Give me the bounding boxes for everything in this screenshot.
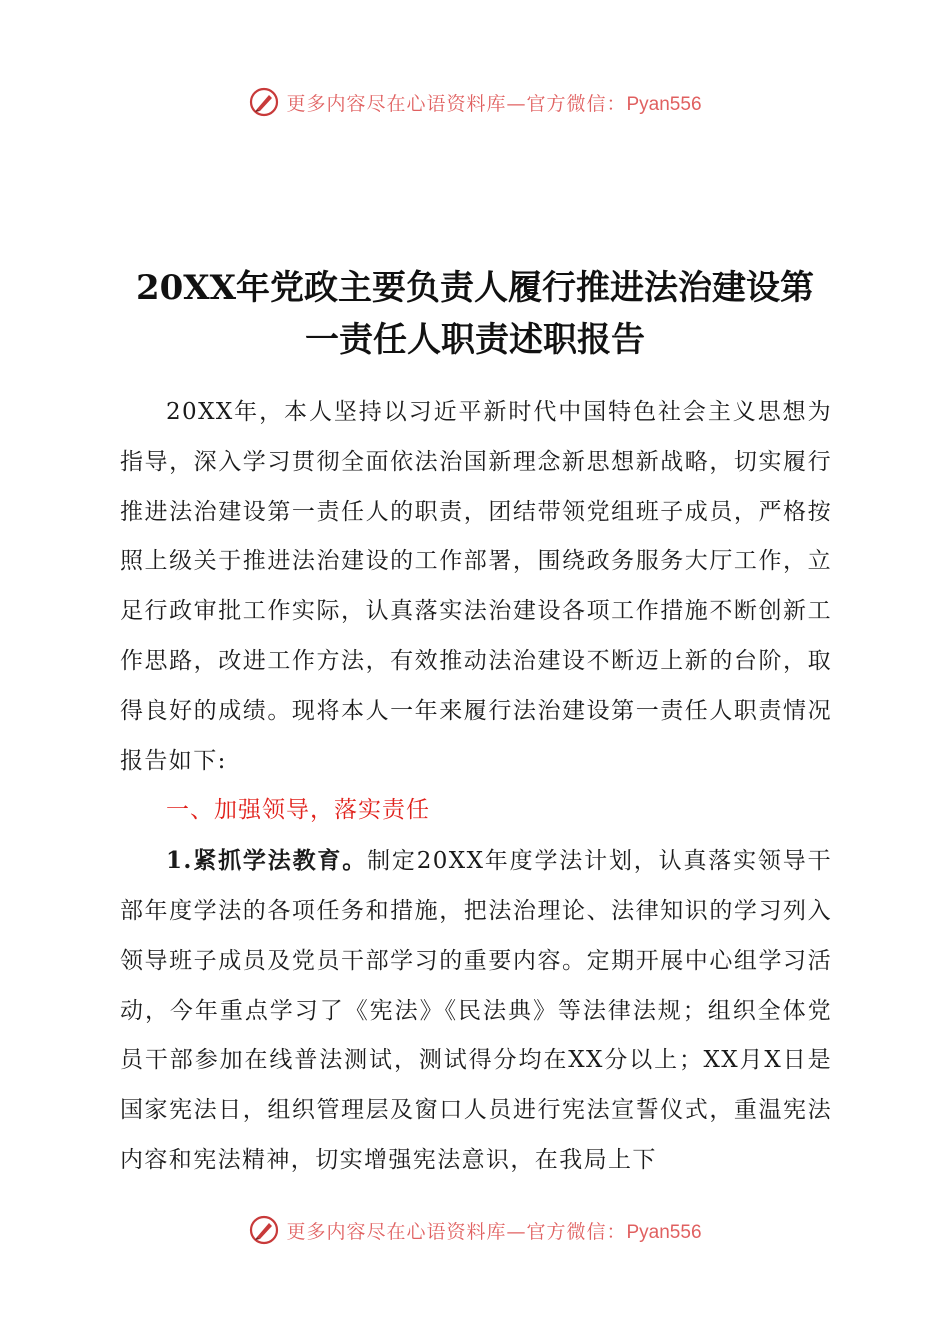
footer-banner — [0, 1210, 950, 1250]
title-line-1: 20XX年党政主要负责人履行推进法治建设第 — [135, 268, 815, 308]
item-paragraph-1 — [120, 836, 832, 1186]
pen-circle-logo-icon — [248, 1214, 280, 1246]
item-lead-1: 1.紧抓学法教育。 — [166, 847, 368, 875]
pen-circle-logo-icon — [248, 86, 280, 118]
item-body-1: 制定20XX年度学法计划，认真落实领导干部年度学法的各项任务和措施，把法治理论、法律知识的学习列入领导班子成员及党员干部学习的重要内容。定期开展中心组学习活动，今年重点学习了《宪法》《民法典》等法律法规；组织全体党员干部参加在线普法测试，测试得分均在XX分以上；XX月X日是国家宪法日，组织管理层及窗口人员进行宪法宣誓仪式，重温宪法内容和宪法精神，切实增强宪法意识，在我局上下 — [120, 848, 832, 1173]
intro-paragraph: 20XX年，本人坚持以习近平新时代中国特色社会主义思想为指导，深入学习贯彻全面依法治国新理念新思想新战略，切实履行推进法治建设第一责任人的职责，团结带领党组班子成员，严格按照上级关于推进法治建设的工作部署，围绕政务服务大厅工作，立足行政审批工作实际，认真落实法治建设各项工作措施不断创新工作思路，改进工作方法，有效推动法治建设不断迈上新的台阶，取得良好的成绩。现将本人一年来履行法治建设第一责任人职责情况报告如下: — [120, 399, 832, 774]
document-title — [100, 262, 850, 366]
banner-text: 更多内容尽在心语资料库—官方微信：Pyan556 — [286, 92, 702, 115]
title-line-2: 一责任人职责述职报告 — [305, 320, 645, 360]
section-heading-1: 一、加强领导，落实责任 — [166, 797, 430, 824]
document-body — [120, 388, 832, 1186]
header-banner — [0, 82, 950, 122]
banner-text: 更多内容尽在心语资料库—官方微信：Pyan556 — [286, 1220, 702, 1243]
